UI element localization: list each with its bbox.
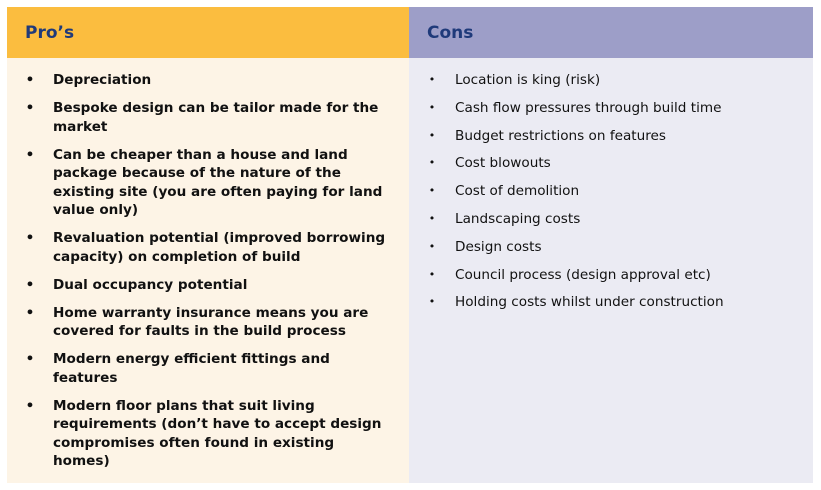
pros-list-item — [7, 276, 409, 295]
cons-item-text: Cost blowouts — [455, 155, 551, 172]
bullet-icon: • — [428, 211, 436, 225]
cons-item-text: Landscaping costs — [455, 210, 581, 227]
bullet-icon: • — [428, 156, 436, 170]
bullet-icon: • — [25, 146, 35, 163]
pros-item-text: Home warranty insurance means you are covered for faults in the build process — [53, 304, 369, 339]
bullet-icon: • — [25, 304, 35, 321]
bullet-icon: • — [25, 397, 35, 414]
cons-header: Cons — [409, 7, 813, 58]
cons-list — [409, 58, 813, 312]
bullet-icon: • — [25, 100, 35, 116]
cons-list-item — [409, 99, 813, 118]
pros-list-item — [7, 99, 409, 136]
cons-item-text: Council process (design approval etc) — [455, 266, 711, 283]
pros-item-text: Can be cheaper than a house and land package because of the nature of the existing site (you are often paying for land value only) — [53, 146, 383, 218]
cons-item-text: Cost of demolition — [455, 183, 580, 200]
pros-list-item — [7, 304, 409, 341]
cons-list-item — [409, 127, 813, 146]
cons-item-text: Budget restrictions on features — [455, 127, 666, 144]
cons-item-text: Location is king (risk) — [455, 72, 601, 88]
pros-list-item — [7, 71, 409, 90]
pros-list-item — [7, 229, 409, 266]
bullet-icon: • — [428, 267, 436, 281]
pros-list-item — [7, 350, 409, 387]
cons-item-text: Design costs — [455, 238, 542, 255]
cons-list-item — [409, 182, 813, 201]
pros-item-text: Dual occupancy potential — [53, 276, 248, 293]
pros-item-text: Modern floor plans that suit living requirements (don’t have to accept design compromises often found in existing homes) — [53, 397, 382, 469]
cons-list-item — [409, 293, 813, 312]
bullet-icon: • — [25, 72, 35, 88]
bullet-icon: • — [428, 73, 436, 86]
pros-cons-table — [7, 7, 813, 483]
cons-list-item — [409, 71, 813, 90]
pros-column — [7, 7, 409, 483]
pros-item-text: Modern energy efficient fittings and features — [53, 351, 330, 386]
pros-item-text: Depreciation — [53, 72, 152, 88]
bullet-icon: • — [428, 295, 436, 309]
bullet-icon: • — [428, 100, 436, 114]
pros-list-item — [7, 397, 409, 471]
pros-header: Pro’s — [7, 7, 409, 58]
bullet-icon: • — [428, 184, 436, 198]
pros-list-item — [7, 146, 409, 220]
pros-list — [7, 58, 409, 471]
cons-item-text: Holding costs whilst under construction — [455, 294, 724, 311]
bullet-icon: • — [25, 230, 35, 246]
cons-column — [409, 7, 813, 483]
cons-list-item — [409, 238, 813, 257]
bullet-icon: • — [428, 128, 436, 142]
bullet-icon: • — [428, 239, 436, 253]
cons-list-item — [409, 266, 813, 285]
pros-item-text: Revaluation potential (improved borrowing capacity) on completion of build — [53, 230, 386, 265]
cons-item-text: Cash flow pressures through build time — [455, 99, 722, 116]
cons-list-item — [409, 154, 813, 173]
pros-item-text: Bespoke design can be tailor made for the market — [53, 100, 379, 135]
bullet-icon: • — [25, 276, 35, 293]
cons-list-item — [409, 210, 813, 229]
bullet-icon: • — [25, 351, 35, 367]
